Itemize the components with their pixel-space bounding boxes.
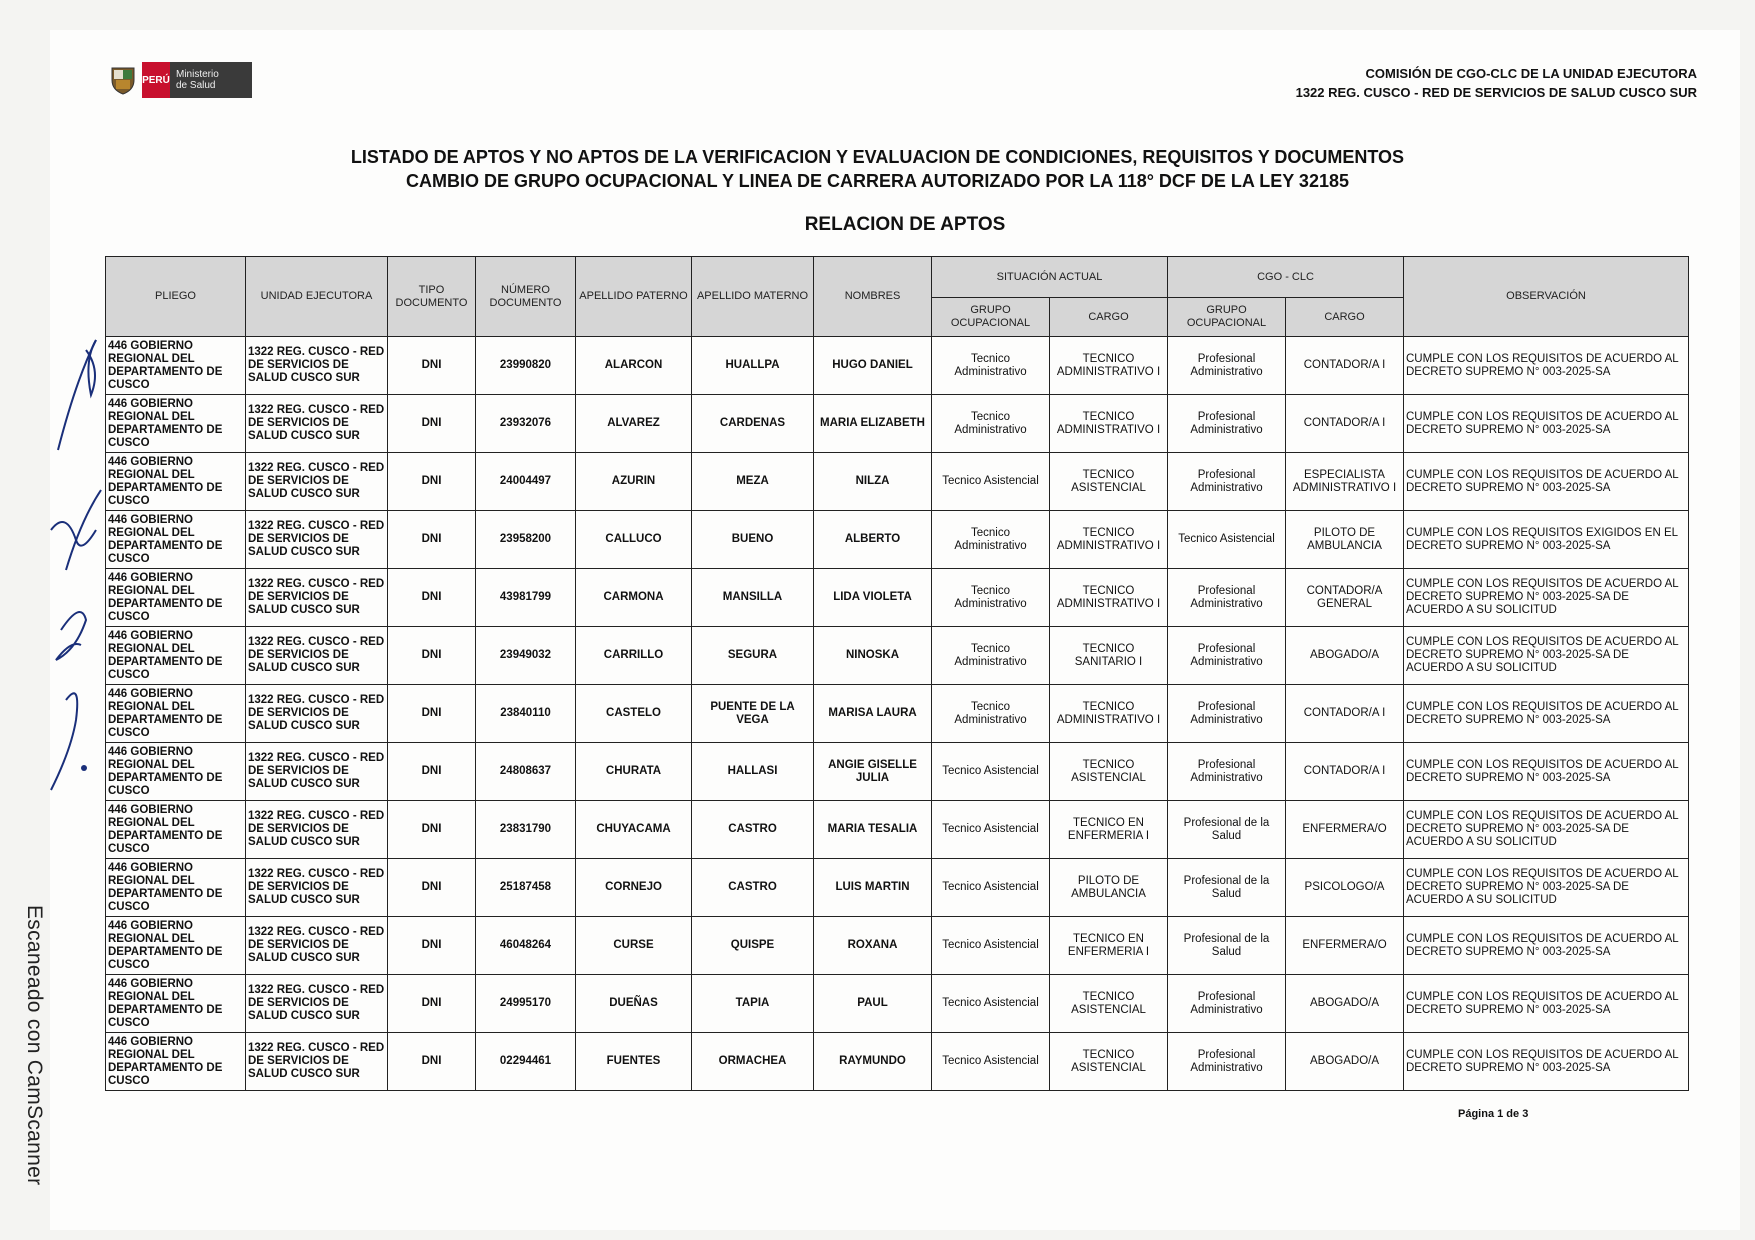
- cell-pliego: 446 GOBIERNO REGIONAL DEL DEPARTAMENTO DE CUSCO: [106, 453, 246, 511]
- table-row: [106, 685, 1689, 743]
- col-header-grupo-cgo: GRUPO OCUPACIONAL: [1168, 298, 1286, 337]
- cell-numero: 25187458: [476, 859, 576, 917]
- cell-materno: HUALLPA: [692, 337, 814, 395]
- table-row: [106, 859, 1689, 917]
- cell-materno: CARDENAS: [692, 395, 814, 453]
- cell-tipo: DNI: [388, 975, 476, 1033]
- cell-grupo-actual: Tecnico Administrativo: [932, 337, 1050, 395]
- cell-paterno: CARMONA: [576, 569, 692, 627]
- cell-nombres: HUGO DANIEL: [814, 337, 932, 395]
- cell-nombres: MARIA ELIZABETH: [814, 395, 932, 453]
- cell-observacion: CUMPLE CON LOS REQUISITOS DE ACUERDO AL DECRETO SUPREMO N° 003-2025-SA: [1404, 453, 1689, 511]
- cell-pliego: 446 GOBIERNO REGIONAL DEL DEPARTAMENTO DE CUSCO: [106, 627, 246, 685]
- cell-pliego: 446 GOBIERNO REGIONAL DEL DEPARTAMENTO DE CUSCO: [106, 685, 246, 743]
- col-header-observacion: OBSERVACIÓN: [1404, 257, 1689, 337]
- cell-paterno: DUEÑAS: [576, 975, 692, 1033]
- cell-pliego: 446 GOBIERNO REGIONAL DEL DEPARTAMENTO DE CUSCO: [106, 975, 246, 1033]
- section-subtitle: RELACION DE APTOS: [804, 214, 1006, 235]
- cell-grupo-actual: Tecnico Administrativo: [932, 627, 1050, 685]
- cell-grupo-cgo: Profesional de la Salud: [1168, 859, 1286, 917]
- cell-unidad: 1322 REG. CUSCO - RED DE SERVICIOS DE SALUD CUSCO SUR: [246, 337, 388, 395]
- cell-cargo-actual: TECNICO ASISTENCIAL: [1050, 453, 1168, 511]
- cell-tipo: DNI: [388, 337, 476, 395]
- cell-grupo-cgo: Profesional Administrativo: [1168, 743, 1286, 801]
- table-row: [106, 627, 1689, 685]
- col-header-unidad: UNIDAD EJECUTORA: [246, 257, 388, 337]
- cell-materno: MEZA: [692, 453, 814, 511]
- cell-grupo-cgo: Profesional Administrativo: [1168, 627, 1286, 685]
- cell-cargo-actual: TECNICO ADMINISTRATIVO I: [1050, 395, 1168, 453]
- cell-cargo-cgo: ABOGADO/A: [1286, 627, 1404, 685]
- cell-grupo-cgo: Profesional Administrativo: [1168, 1033, 1286, 1091]
- cell-observacion: CUMPLE CON LOS REQUISITOS DE ACUERDO AL DECRETO SUPREMO N° 003-2025-SA: [1404, 917, 1689, 975]
- table-row: [106, 801, 1689, 859]
- cell-cargo-actual: TECNICO EN ENFERMERIA I: [1050, 917, 1168, 975]
- cell-paterno: CALLUCO: [576, 511, 692, 569]
- cell-cargo-actual: TECNICO ASISTENCIAL: [1050, 1033, 1168, 1091]
- cell-observacion: CUMPLE CON LOS REQUISITOS DE ACUERDO AL DECRETO SUPREMO N° 003-2025-SA DE ACUERDO A SU SOLICITUD: [1404, 569, 1689, 627]
- cell-tipo: DNI: [388, 453, 476, 511]
- camscanner-watermark: Escaneado con CamScanner: [23, 905, 46, 1186]
- cell-cargo-actual: TECNICO ADMINISTRATIVO I: [1050, 685, 1168, 743]
- cell-materno: HALLASI: [692, 743, 814, 801]
- cell-grupo-actual: Tecnico Asistencial: [932, 917, 1050, 975]
- cell-cargo-actual: TECNICO ADMINISTRATIVO I: [1050, 337, 1168, 395]
- cell-cargo-actual: TECNICO SANITARIO I: [1050, 627, 1168, 685]
- cell-pliego: 446 GOBIERNO REGIONAL DEL DEPARTAMENTO DE CUSCO: [106, 859, 246, 917]
- cell-nombres: MARIA TESALIA: [814, 801, 932, 859]
- cell-paterno: ALARCON: [576, 337, 692, 395]
- commission-header: [1296, 64, 1697, 102]
- cell-unidad: 1322 REG. CUSCO - RED DE SERVICIOS DE SALUD CUSCO SUR: [246, 975, 388, 1033]
- cell-grupo-actual: Tecnico Asistencial: [932, 975, 1050, 1033]
- cell-cargo-actual: TECNICO ASISTENCIAL: [1050, 975, 1168, 1033]
- cell-nombres: LIDA VIOLETA: [814, 569, 932, 627]
- cell-materno: PUENTE DE LA VEGA: [692, 685, 814, 743]
- cell-observacion: CUMPLE CON LOS REQUISITOS DE ACUERDO AL DECRETO SUPREMO N° 003-2025-SA DE ACUERDO A SU SOLICITUD: [1404, 801, 1689, 859]
- cell-cargo-cgo: CONTADOR/A I: [1286, 337, 1404, 395]
- cell-nombres: RAYMUNDO: [814, 1033, 932, 1091]
- cell-numero: 23949032: [476, 627, 576, 685]
- cell-unidad: 1322 REG. CUSCO - RED DE SERVICIOS DE SALUD CUSCO SUR: [246, 685, 388, 743]
- cell-nombres: LUIS MARTIN: [814, 859, 932, 917]
- col-header-numero: NÚMERO DOCUMENTO: [476, 257, 576, 337]
- cell-grupo-actual: Tecnico Administrativo: [932, 511, 1050, 569]
- table-row: [106, 743, 1689, 801]
- cell-unidad: 1322 REG. CUSCO - RED DE SERVICIOS DE SALUD CUSCO SUR: [246, 569, 388, 627]
- cell-grupo-cgo: Tecnico Asistencial: [1168, 511, 1286, 569]
- cell-unidad: 1322 REG. CUSCO - RED DE SERVICIOS DE SALUD CUSCO SUR: [246, 917, 388, 975]
- cell-numero: 23990820: [476, 337, 576, 395]
- cell-pliego: 446 GOBIERNO REGIONAL DEL DEPARTAMENTO DE CUSCO: [106, 511, 246, 569]
- cell-nombres: NINOSKA: [814, 627, 932, 685]
- col-header-cargo-actual: CARGO: [1050, 298, 1168, 337]
- cell-materno: QUISPE: [692, 917, 814, 975]
- cell-grupo-actual: Tecnico Administrativo: [932, 569, 1050, 627]
- ministry-logo-text: [170, 62, 252, 98]
- col-header-cargo-cgo: CARGO: [1286, 298, 1404, 337]
- cell-grupo-cgo: Profesional Administrativo: [1168, 395, 1286, 453]
- cell-observacion: CUMPLE CON LOS REQUISITOS DE ACUERDO AL DECRETO SUPREMO N° 003-2025-SA: [1404, 1033, 1689, 1091]
- cell-tipo: DNI: [388, 511, 476, 569]
- cell-cargo-cgo: ESPECIALISTA ADMINISTRATIVO I: [1286, 453, 1404, 511]
- cell-materno: TAPIA: [692, 975, 814, 1033]
- cell-grupo-cgo: Profesional Administrativo: [1168, 453, 1286, 511]
- cell-cargo-cgo: CONTADOR/A I: [1286, 743, 1404, 801]
- cell-materno: BUENO: [692, 511, 814, 569]
- table-body: [106, 337, 1689, 1091]
- cell-cargo-actual: TECNICO ADMINISTRATIVO I: [1050, 511, 1168, 569]
- commission-line-1: COMISIÓN DE CGO-CLC DE LA UNIDAD EJECUTORA: [1365, 66, 1697, 81]
- ministry-line-1: Ministerio: [176, 69, 219, 80]
- cell-unidad: 1322 REG. CUSCO - RED DE SERVICIOS DE SALUD CUSCO SUR: [246, 801, 388, 859]
- cell-tipo: DNI: [388, 1033, 476, 1091]
- cell-cargo-actual: PILOTO DE AMBULANCIA: [1050, 859, 1168, 917]
- cell-unidad: 1322 REG. CUSCO - RED DE SERVICIOS DE SALUD CUSCO SUR: [246, 453, 388, 511]
- cell-unidad: 1322 REG. CUSCO - RED DE SERVICIOS DE SALUD CUSCO SUR: [246, 1033, 388, 1091]
- table-row: [106, 337, 1689, 395]
- cell-materno: ORMACHEA: [692, 1033, 814, 1091]
- cell-observacion: CUMPLE CON LOS REQUISITOS DE ACUERDO AL DECRETO SUPREMO N° 003-2025-SA: [1404, 685, 1689, 743]
- cell-numero: 23840110: [476, 685, 576, 743]
- cell-nombres: NILZA: [814, 453, 932, 511]
- cell-paterno: CARRILLO: [576, 627, 692, 685]
- cell-tipo: DNI: [388, 627, 476, 685]
- cell-paterno: CHURATA: [576, 743, 692, 801]
- cell-cargo-cgo: CONTADOR/A I: [1286, 395, 1404, 453]
- cell-materno: MANSILLA: [692, 569, 814, 627]
- cell-grupo-cgo: Profesional Administrativo: [1168, 569, 1286, 627]
- cell-grupo-actual: Tecnico Asistencial: [932, 1033, 1050, 1091]
- cell-grupo-cgo: Profesional de la Salud: [1168, 917, 1286, 975]
- cell-numero: 02294461: [476, 1033, 576, 1091]
- cell-observacion: CUMPLE CON LOS REQUISITOS DE ACUERDO AL DECRETO SUPREMO N° 003-2025-SA: [1404, 743, 1689, 801]
- table-row: [106, 569, 1689, 627]
- aptos-table: [105, 256, 1689, 1091]
- table-row: [106, 917, 1689, 975]
- peru-logo-text: PERÚ: [142, 62, 170, 98]
- cell-grupo-actual: Tecnico Asistencial: [932, 801, 1050, 859]
- cell-pliego: 446 GOBIERNO REGIONAL DEL DEPARTAMENTO DE CUSCO: [106, 1033, 246, 1091]
- cell-observacion: CUMPLE CON LOS REQUISITOS DE ACUERDO AL DECRETO SUPREMO N° 003-2025-SA DE ACUERDO A SU SOLICITUD: [1404, 859, 1689, 917]
- cell-pliego: 446 GOBIERNO REGIONAL DEL DEPARTAMENTO DE CUSCO: [106, 337, 246, 395]
- col-header-situacion: SITUACIÓN ACTUAL: [932, 257, 1168, 298]
- cell-numero: 43981799: [476, 569, 576, 627]
- cell-nombres: PAUL: [814, 975, 932, 1033]
- table-row: [106, 1033, 1689, 1091]
- table-row: [106, 453, 1689, 511]
- cell-pliego: 446 GOBIERNO REGIONAL DEL DEPARTAMENTO DE CUSCO: [106, 569, 246, 627]
- cell-observacion: CUMPLE CON LOS REQUISITOS DE ACUERDO AL DECRETO SUPREMO N° 003-2025-SA: [1404, 975, 1689, 1033]
- cell-observacion: CUMPLE CON LOS REQUISITOS DE ACUERDO AL DECRETO SUPREMO N° 003-2025-SA: [1404, 337, 1689, 395]
- cell-pliego: 446 GOBIERNO REGIONAL DEL DEPARTAMENTO DE CUSCO: [106, 917, 246, 975]
- cell-grupo-cgo: Profesional Administrativo: [1168, 975, 1286, 1033]
- page-number: Página 1 de 3: [1458, 1108, 1529, 1120]
- cell-unidad: 1322 REG. CUSCO - RED DE SERVICIOS DE SALUD CUSCO SUR: [246, 859, 388, 917]
- col-header-materno: APELLIDO MATERNO: [692, 257, 814, 337]
- cell-grupo-cgo: Profesional Administrativo: [1168, 337, 1286, 395]
- cell-grupo-actual: Tecnico Asistencial: [932, 859, 1050, 917]
- cell-tipo: DNI: [388, 859, 476, 917]
- title-line-1: LISTADO DE APTOS Y NO APTOS DE LA VERIFICACION Y EVALUACION DE CONDICIONES, REQUISITOS Y DOCUMENTOS: [350, 147, 1405, 167]
- cell-nombres: ROXANA: [814, 917, 932, 975]
- cell-paterno: CASTELO: [576, 685, 692, 743]
- cell-unidad: 1322 REG. CUSCO - RED DE SERVICIOS DE SALUD CUSCO SUR: [246, 627, 388, 685]
- cell-numero: 24995170: [476, 975, 576, 1033]
- cell-pliego: 446 GOBIERNO REGIONAL DEL DEPARTAMENTO DE CUSCO: [106, 743, 246, 801]
- cell-pliego: 446 GOBIERNO REGIONAL DEL DEPARTAMENTO DE CUSCO: [106, 801, 246, 859]
- cell-unidad: 1322 REG. CUSCO - RED DE SERVICIOS DE SALUD CUSCO SUR: [246, 743, 388, 801]
- cell-paterno: CORNEJO: [576, 859, 692, 917]
- col-header-nombres: NOMBRES: [814, 257, 932, 337]
- cell-cargo-cgo: ENFERMERA/O: [1286, 801, 1404, 859]
- cell-grupo-actual: Tecnico Administrativo: [932, 685, 1050, 743]
- cell-nombres: ALBERTO: [814, 511, 932, 569]
- cell-numero: 24808637: [476, 743, 576, 801]
- cell-grupo-cgo: Profesional de la Salud: [1168, 801, 1286, 859]
- cell-cargo-actual: TECNICO EN ENFERMERIA I: [1050, 801, 1168, 859]
- cell-paterno: CURSE: [576, 917, 692, 975]
- col-header-tipo: TIPO DOCUMENTO: [388, 257, 476, 337]
- cell-observacion: CUMPLE CON LOS REQUISITOS DE ACUERDO AL DECRETO SUPREMO N° 003-2025-SA DE ACUERDO A SU SOLICITUD: [1404, 627, 1689, 685]
- cell-tipo: DNI: [388, 743, 476, 801]
- cell-numero: 23831790: [476, 801, 576, 859]
- cell-observacion: CUMPLE CON LOS REQUISITOS DE ACUERDO AL DECRETO SUPREMO N° 003-2025-SA: [1404, 395, 1689, 453]
- cell-unidad: 1322 REG. CUSCO - RED DE SERVICIOS DE SALUD CUSCO SUR: [246, 395, 388, 453]
- document-title: [0, 145, 1755, 193]
- cell-cargo-actual: TECNICO ASISTENCIAL: [1050, 743, 1168, 801]
- cell-cargo-cgo: CONTADOR/A GENERAL: [1286, 569, 1404, 627]
- ministry-line-2: de Salud: [176, 80, 216, 91]
- cell-materno: SEGURA: [692, 627, 814, 685]
- cell-unidad: 1322 REG. CUSCO - RED DE SERVICIOS DE SALUD CUSCO SUR: [246, 511, 388, 569]
- cell-numero: 23932076: [476, 395, 576, 453]
- cell-paterno: FUENTES: [576, 1033, 692, 1091]
- cell-cargo-cgo: ABOGADO/A: [1286, 1033, 1404, 1091]
- cell-paterno: CHUYACAMA: [576, 801, 692, 859]
- table-row: [106, 395, 1689, 453]
- ministry-logo: [108, 62, 252, 98]
- cell-numero: 46048264: [476, 917, 576, 975]
- table-row: [106, 511, 1689, 569]
- cell-numero: 23958200: [476, 511, 576, 569]
- cell-cargo-cgo: CONTADOR/A I: [1286, 685, 1404, 743]
- cell-grupo-actual: Tecnico Asistencial: [932, 743, 1050, 801]
- cell-tipo: DNI: [388, 801, 476, 859]
- cell-tipo: DNI: [388, 569, 476, 627]
- cell-nombres: ANGIE GISELLE JULIA: [814, 743, 932, 801]
- cell-cargo-cgo: ENFERMERA/O: [1286, 917, 1404, 975]
- col-header-cgo: CGO - CLC: [1168, 257, 1404, 298]
- cell-grupo-actual: Tecnico Asistencial: [932, 453, 1050, 511]
- table-row: [106, 975, 1689, 1033]
- cell-pliego: 446 GOBIERNO REGIONAL DEL DEPARTAMENTO DE CUSCO: [106, 395, 246, 453]
- cell-numero: 24004497: [476, 453, 576, 511]
- cell-grupo-actual: Tecnico Administrativo: [932, 395, 1050, 453]
- cell-paterno: AZURIN: [576, 453, 692, 511]
- cell-grupo-cgo: Profesional Administrativo: [1168, 685, 1286, 743]
- cell-tipo: DNI: [388, 685, 476, 743]
- col-header-grupo-actual: GRUPO OCUPACIONAL: [932, 298, 1050, 337]
- handwritten-signature: [46, 300, 116, 820]
- col-header-pliego: PLIEGO: [106, 257, 246, 337]
- title-line-2: CAMBIO DE GRUPO OCUPACIONAL Y LINEA DE CARRERA AUTORIZADO POR LA 118° DCF DE LA LEY 32185: [405, 171, 1349, 191]
- cell-cargo-cgo: ABOGADO/A: [1286, 975, 1404, 1033]
- cell-cargo-cgo: PSICOLOGO/A: [1286, 859, 1404, 917]
- coat-of-arms-icon: [108, 64, 138, 96]
- cell-nombres: MARISA LAURA: [814, 685, 932, 743]
- cell-cargo-cgo: PILOTO DE AMBULANCIA: [1286, 511, 1404, 569]
- commission-line-2: 1322 REG. CUSCO - RED DE SERVICIOS DE SALUD CUSCO SUR: [1295, 85, 1697, 100]
- cell-materno: CASTRO: [692, 801, 814, 859]
- cell-materno: CASTRO: [692, 859, 814, 917]
- col-header-paterno: APELLIDO PATERNO: [576, 257, 692, 337]
- cell-cargo-actual: TECNICO ADMINISTRATIVO I: [1050, 569, 1168, 627]
- cell-paterno: ALVAREZ: [576, 395, 692, 453]
- cell-observacion: CUMPLE CON LOS REQUISITOS EXIGIDOS EN EL DECRETO SUPREMO N° 003-2025-SA: [1404, 511, 1689, 569]
- cell-tipo: DNI: [388, 917, 476, 975]
- cell-tipo: DNI: [388, 395, 476, 453]
